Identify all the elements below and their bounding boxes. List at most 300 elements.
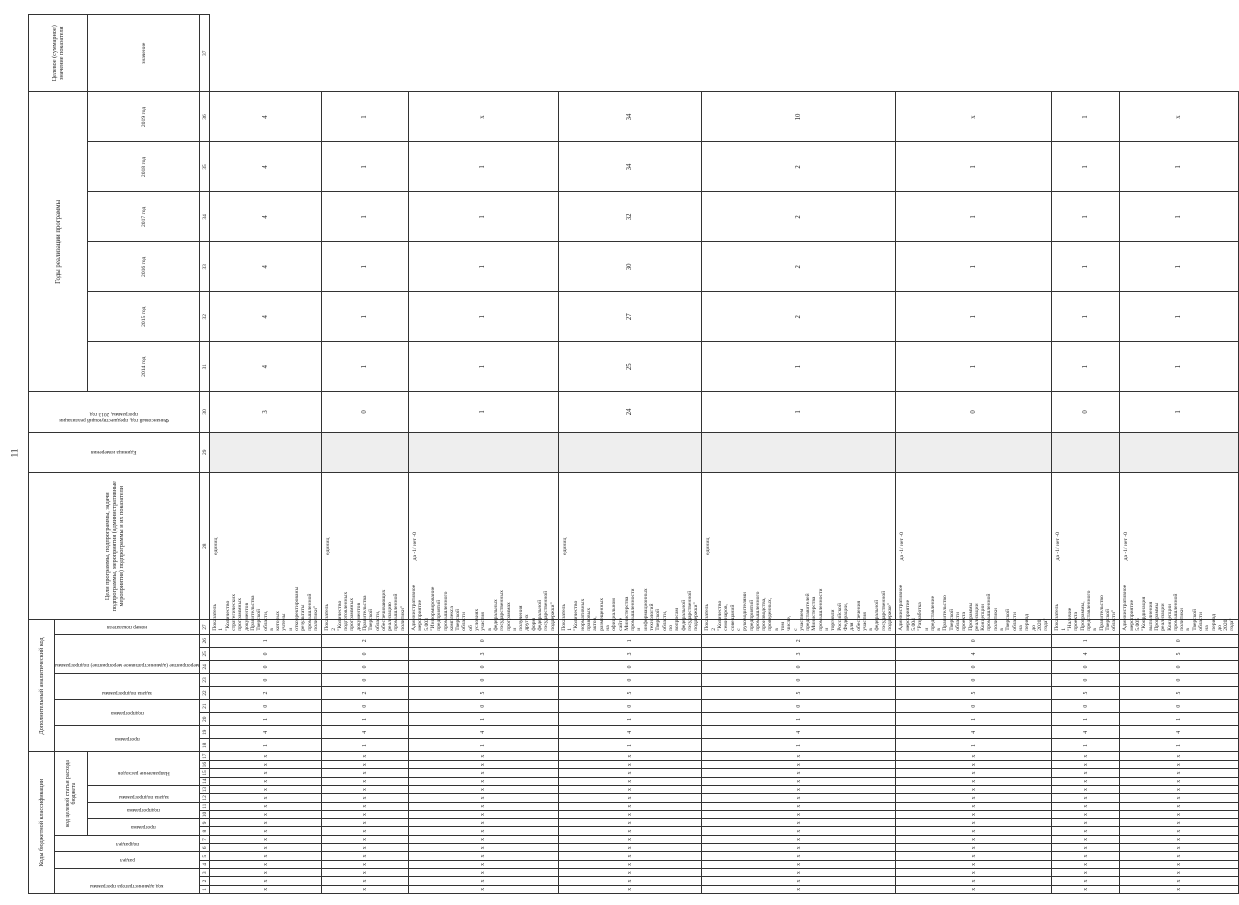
code-cell: х: [322, 869, 409, 877]
year-value-cell: 34: [558, 142, 702, 192]
fin-year-cell: [558, 432, 702, 472]
code-cell: х: [322, 752, 409, 761]
table-row: [558, 15, 702, 894]
code-cell: х: [1052, 761, 1120, 769]
code-cell: х: [702, 860, 896, 868]
code-cell: 0: [702, 673, 896, 686]
code-cell: х: [322, 885, 409, 893]
code-cell: х: [896, 761, 1052, 769]
code-cell: х: [896, 802, 1052, 810]
page-number: 11: [9, 448, 20, 458]
year-value-cell: 2: [702, 192, 896, 242]
code-cell: х: [210, 844, 322, 852]
code-cell: 1: [558, 739, 702, 752]
table-row: [409, 15, 559, 894]
year-value-cell: 1: [896, 342, 1052, 392]
code-cell: х: [702, 777, 896, 785]
code-cell: х: [558, 885, 702, 893]
code-cell: 1: [1120, 739, 1238, 752]
col-number: 7: [200, 835, 210, 843]
target-value-cell: х: [1120, 92, 1238, 142]
year-value-cell: 1: [896, 292, 1052, 342]
code-cell: 5: [1120, 647, 1238, 660]
table-row: [896, 15, 1052, 894]
add-meropriyatie-header: мероприятие (административное мероприятие) подпрограммы: [55, 634, 200, 673]
code-cell: х: [1052, 827, 1120, 835]
col-number: 21: [200, 700, 210, 713]
code-cell: х: [1120, 860, 1238, 868]
code-cell: х: [409, 810, 559, 818]
col-number: 1: [200, 885, 210, 893]
year-value-cell: 4: [210, 292, 322, 342]
rotated-table-container: [28, 14, 1236, 894]
code-cell: х: [1120, 777, 1238, 785]
table-row: [702, 15, 896, 894]
col-number: 16: [200, 761, 210, 769]
code-cell: х: [558, 777, 702, 785]
year-value-cell: 32: [558, 192, 702, 242]
col-number: 24: [200, 660, 210, 673]
year-value-cell: 1: [409, 242, 559, 292]
code-cell: х: [409, 819, 559, 827]
code-cell: х: [409, 802, 559, 810]
code-cell: х: [322, 835, 409, 843]
admin-code-header: код администратора программы: [55, 869, 200, 894]
code-cell: х: [322, 877, 409, 885]
indicator-description: Показатель 1 "Наличие проекта Программы, представленного в Правительство Тверской области": [1052, 620, 1120, 634]
code-cell: х: [1120, 794, 1238, 802]
unit-cell: да -1/ нет -0: [896, 473, 1052, 620]
target-value-cell: 34: [558, 92, 702, 142]
target-value-cell: 4: [210, 92, 322, 142]
table-row: [1052, 15, 1120, 894]
unit-cell: единиц: [558, 473, 702, 620]
code-cell: х: [322, 860, 409, 868]
code-cell: 1: [210, 634, 322, 647]
code-cell: х: [210, 802, 322, 810]
code-cell: х: [558, 852, 702, 860]
unit-header: Единица измерения: [29, 432, 200, 472]
code-cell: х: [322, 810, 409, 818]
add-podprogramma-header: подпрограмма: [55, 700, 200, 726]
table-row: [210, 15, 322, 894]
year-value-cell: 1: [1120, 292, 1238, 342]
code-cell: 1: [558, 634, 702, 647]
code-cell: 0: [409, 673, 559, 686]
code-cell: 2: [322, 634, 409, 647]
code-cell: 0: [1052, 673, 1120, 686]
code-cell: х: [558, 769, 702, 777]
col-number: 8: [200, 827, 210, 835]
target-value-subheader: значение: [88, 15, 200, 93]
code-cell: х: [210, 827, 322, 835]
code-cell: х: [558, 794, 702, 802]
col-number: 11: [200, 802, 210, 810]
code-cell: 1: [1052, 634, 1120, 647]
code-cell: х: [1120, 810, 1238, 818]
code-cell: х: [558, 877, 702, 885]
code-cell: х: [896, 752, 1052, 761]
table-body: [210, 15, 1239, 894]
indicator-description: Административное мероприятие 5.005 "Координация выполнения Программы реализации Концепции промышленной политики в Тверской области на период до 2020 года": [1120, 620, 1238, 634]
code-cell: 1: [702, 713, 896, 726]
year-value-cell: 1: [1052, 342, 1120, 392]
unit-cell: единиц: [210, 473, 322, 620]
year-value-cell: 1: [896, 142, 1052, 192]
code-cell: х: [702, 827, 896, 835]
code-cell: 0: [210, 660, 322, 673]
year-2015-header: 2015 год: [88, 292, 200, 342]
code-cell: х: [1120, 785, 1238, 793]
target-value-cell: х: [896, 92, 1052, 142]
code-cell: 1: [558, 713, 702, 726]
year-value-cell: 1: [896, 192, 1052, 242]
code-cell: х: [702, 769, 896, 777]
code-cell: х: [896, 794, 1052, 802]
col-number: 35: [200, 142, 210, 192]
code-cell: х: [210, 769, 322, 777]
code-cell: х: [702, 819, 896, 827]
code-cell: 5: [1120, 687, 1238, 700]
code-cell: х: [558, 802, 702, 810]
code-cell: х: [558, 761, 702, 769]
code-cell: х: [896, 769, 1052, 777]
code-cell: х: [409, 877, 559, 885]
col-number: 13: [200, 785, 210, 793]
code-cell: х: [558, 752, 702, 761]
code-cell: х: [1052, 835, 1120, 843]
code-cell: х: [1120, 827, 1238, 835]
col-number: 33: [200, 242, 210, 292]
code-cell: 4: [896, 726, 1052, 739]
year-value-cell: 0: [896, 392, 1052, 432]
fin-year-cell: [1052, 432, 1120, 472]
code-cell: х: [409, 752, 559, 761]
code-cell: 0: [1120, 673, 1238, 686]
year-value-cell: 1: [1120, 142, 1238, 192]
code-cell: х: [558, 860, 702, 868]
code-cell: 0: [702, 700, 896, 713]
code-cell: х: [702, 885, 896, 893]
code-cell: х: [1052, 769, 1120, 777]
year-value-cell: 1: [1052, 192, 1120, 242]
year-value-cell: 1: [1052, 242, 1120, 292]
col-number: 26: [200, 634, 210, 647]
code-cell: х: [210, 810, 322, 818]
fin-year-header: Финансовый год, предшествующий реализации программы, 2013 год: [29, 392, 200, 432]
year-value-cell: 1: [1120, 392, 1238, 432]
code-cell: 5: [558, 687, 702, 700]
code-cell: х: [1120, 819, 1238, 827]
year-2019-header: 2019 год: [88, 92, 200, 142]
col-number: 14: [200, 777, 210, 785]
code-cell: х: [409, 844, 559, 852]
year-value-cell: 24: [558, 392, 702, 432]
year-value-cell: 2: [702, 242, 896, 292]
code-cell: 1: [896, 739, 1052, 752]
fin-year-cell: [322, 432, 409, 472]
code-cell: х: [1052, 752, 1120, 761]
code-cell: 1: [1052, 713, 1120, 726]
code-cell: 3: [702, 647, 896, 660]
year-value-cell: 1: [1120, 342, 1238, 392]
code-cell: х: [558, 810, 702, 818]
col-number: 19: [200, 726, 210, 739]
col-number: 6: [200, 844, 210, 852]
unit-cell: да -1/ нет -0: [1120, 473, 1238, 620]
year-value-cell: 1: [1052, 292, 1120, 342]
code-cell: 1: [210, 739, 322, 752]
code-cell: х: [1052, 860, 1120, 868]
col-number: 18: [200, 739, 210, 752]
code-cell: х: [1120, 869, 1238, 877]
col-number: 31: [200, 342, 210, 392]
code-cell: х: [322, 844, 409, 852]
year-value-cell: 1: [322, 142, 409, 192]
code-cell: х: [409, 794, 559, 802]
years-header: Годы реализации программы: [29, 92, 88, 392]
year-value-cell: 4: [210, 342, 322, 392]
code-cell: 5: [702, 687, 896, 700]
fin-year-cell: [210, 432, 322, 472]
code-cell: х: [1120, 752, 1238, 761]
year-value-cell: 1: [1120, 192, 1238, 242]
code-cell: 0: [896, 660, 1052, 673]
year-value-cell: 0: [322, 392, 409, 432]
code-cell: 0: [409, 700, 559, 713]
year-value-cell: 1: [322, 192, 409, 242]
code-cell: 0: [210, 673, 322, 686]
year-2017-header: 2017 год: [88, 192, 200, 242]
code-cell: х: [322, 802, 409, 810]
code-cell: 2: [322, 687, 409, 700]
table-row: [322, 15, 409, 894]
col-number: 4: [200, 860, 210, 868]
code-cell: х: [896, 777, 1052, 785]
code-cell: х: [409, 835, 559, 843]
year-2014-header: 2014 год: [88, 342, 200, 392]
code-cell: 5: [896, 687, 1052, 700]
year-value-cell: 2: [702, 142, 896, 192]
code-cell: 1: [409, 739, 559, 752]
code-cell: 0: [1052, 700, 1120, 713]
code-cell: х: [1120, 885, 1238, 893]
code-cell: 0: [558, 700, 702, 713]
code-cell: х: [210, 885, 322, 893]
code-cell: х: [1052, 802, 1120, 810]
code-cell: 0: [210, 700, 322, 713]
code-cell: х: [409, 885, 559, 893]
podprogramma-header: подпрограмма: [88, 802, 200, 819]
code-cell: х: [322, 761, 409, 769]
code-cell: х: [558, 819, 702, 827]
code-cell: х: [409, 827, 559, 835]
code-cell: х: [322, 852, 409, 860]
year-2016-header: 2016 год: [88, 242, 200, 292]
code-cell: х: [702, 835, 896, 843]
podrazdel-header: подраздел: [55, 835, 200, 852]
code-cell: х: [409, 860, 559, 868]
code-cell: 1: [896, 713, 1052, 726]
add-pokazatel-header: номер показателя: [55, 620, 200, 634]
code-cell: х: [1120, 835, 1238, 843]
code-cell: х: [409, 761, 559, 769]
code-cell: х: [702, 852, 896, 860]
year-value-cell: 1: [702, 342, 896, 392]
code-cell: х: [1120, 877, 1238, 885]
code-cell: х: [322, 769, 409, 777]
code-cell: х: [896, 877, 1052, 885]
year-value-cell: 1: [409, 142, 559, 192]
col-number: 28: [200, 473, 210, 620]
indicator-description: Административное мероприятие 5.003 "Информирование предприятий промышленного комплекса Тверской области об условиях участия в федеральных государственных программах и получения других форм федеральной государственной поддержки": [409, 620, 559, 634]
code-cell: х: [322, 819, 409, 827]
year-value-cell: 4: [210, 242, 322, 292]
code-cell: х: [210, 869, 322, 877]
year-value-cell: 1: [702, 392, 896, 432]
col-number: 22: [200, 687, 210, 700]
code-cell: х: [702, 761, 896, 769]
year-value-cell: 30: [558, 242, 702, 292]
code-cell: х: [896, 810, 1052, 818]
year-value-cell: 1: [1120, 242, 1238, 292]
code-cell: х: [210, 785, 322, 793]
code-cell: 2: [210, 687, 322, 700]
col-number: 5: [200, 852, 210, 860]
code-cell: х: [702, 794, 896, 802]
code-cell: 0: [322, 660, 409, 673]
code-cell: х: [702, 752, 896, 761]
year-value-cell: 2: [702, 292, 896, 342]
code-cell: 0: [1052, 660, 1120, 673]
programma-header: программа: [88, 819, 200, 836]
code-cell: х: [896, 785, 1052, 793]
program-indicators-table: [28, 14, 1239, 894]
code-cell: х: [210, 852, 322, 860]
fin-year-cell: [409, 432, 559, 472]
year-2018-header: 2018 год: [88, 142, 200, 192]
code-cell: 4: [896, 647, 1052, 660]
code-cell: х: [322, 794, 409, 802]
col-number: 25: [200, 647, 210, 660]
code-cell: 0: [409, 634, 559, 647]
target-value-cell: х: [409, 92, 559, 142]
code-cell: х: [702, 785, 896, 793]
code-cell: 0: [1120, 700, 1238, 713]
code-cell: 0: [558, 673, 702, 686]
code-cell: х: [1052, 844, 1120, 852]
code-cell: х: [702, 869, 896, 877]
code-cell: х: [210, 860, 322, 868]
code-cell: 3: [409, 647, 559, 660]
code-cell: 5: [1052, 687, 1120, 700]
add-programma-header: программа: [55, 726, 200, 752]
code-cell: 1: [702, 739, 896, 752]
code-cell: х: [1120, 769, 1238, 777]
indicator-description: Показатель 1 "Количество стратегических программных документов Правительства Тверской области, в которых учтены и откорректированы результаты промышленной политики": [210, 620, 322, 634]
code-cell: х: [896, 860, 1052, 868]
unit-cell: единиц: [322, 473, 409, 620]
code-cell: 0: [896, 700, 1052, 713]
code-cell: 0: [558, 660, 702, 673]
year-value-cell: 1: [409, 342, 559, 392]
col-number: 30: [200, 392, 210, 432]
code-cell: 0: [1120, 634, 1238, 647]
code-cell: 1: [1052, 739, 1120, 752]
code-cell: 4: [1052, 647, 1120, 660]
col-number: 15: [200, 769, 210, 777]
code-cell: 0: [1120, 660, 1238, 673]
code-cell: х: [1052, 785, 1120, 793]
code-cell: х: [1120, 844, 1238, 852]
code-cell: х: [896, 844, 1052, 852]
code-cell: х: [322, 785, 409, 793]
code-cell: х: [409, 769, 559, 777]
code-cell: 3: [558, 647, 702, 660]
additional-code-header: Дополнительный аналитический код: [29, 620, 55, 752]
col-number: 12: [200, 794, 210, 802]
code-cell: х: [896, 819, 1052, 827]
year-value-cell: 1: [1052, 142, 1120, 192]
code-cell: х: [210, 835, 322, 843]
code-cell: х: [210, 761, 322, 769]
year-value-cell: 25: [558, 342, 702, 392]
col-number: 20: [200, 713, 210, 726]
code-cell: 4: [322, 726, 409, 739]
unit-cell: да -1/ нет -0: [409, 473, 559, 620]
code-cell: х: [558, 835, 702, 843]
year-value-cell: 1: [322, 342, 409, 392]
year-value-cell: 1: [896, 242, 1052, 292]
target-code-header: код целевой статьи расхода бюджета: [55, 752, 88, 835]
napravlenie-header: Направление расходов: [88, 752, 200, 786]
code-cell: 4: [702, 726, 896, 739]
code-cell: 0: [896, 634, 1052, 647]
year-value-cell: 3: [210, 392, 322, 432]
col-number: 10: [200, 810, 210, 818]
code-cell: 1: [210, 713, 322, 726]
razdel-header: раздел: [55, 852, 200, 869]
code-cell: х: [1052, 794, 1120, 802]
col-number: 32: [200, 292, 210, 342]
code-cell: 1: [409, 713, 559, 726]
zadacha-header: задача подпрограммы: [88, 785, 200, 802]
code-cell: х: [1052, 810, 1120, 818]
code-cell: х: [702, 802, 896, 810]
code-cell: х: [1052, 777, 1120, 785]
code-cell: 2: [702, 634, 896, 647]
code-cell: 4: [1052, 726, 1120, 739]
fin-year-cell: [896, 432, 1052, 472]
year-value-cell: 1: [322, 292, 409, 342]
code-cell: х: [1052, 819, 1120, 827]
code-cell: х: [409, 777, 559, 785]
year-value-cell: 0: [1052, 392, 1120, 432]
goals-header: Цели программы, подпрограммы, задачи подпрограммы, мероприятия (административные мероприятия) подпрограммы и их показатели: [29, 473, 200, 620]
code-cell: 0: [210, 647, 322, 660]
code-cell: 4: [210, 726, 322, 739]
code-cell: х: [409, 852, 559, 860]
year-value-cell: 27: [558, 292, 702, 342]
column-number-row: [200, 15, 210, 894]
code-cell: х: [1052, 877, 1120, 885]
code-cell: х: [896, 869, 1052, 877]
code-cell: 0: [322, 673, 409, 686]
code-cell: х: [558, 869, 702, 877]
code-cell: х: [210, 794, 322, 802]
year-value-cell: 1: [409, 292, 559, 342]
code-cell: х: [558, 785, 702, 793]
